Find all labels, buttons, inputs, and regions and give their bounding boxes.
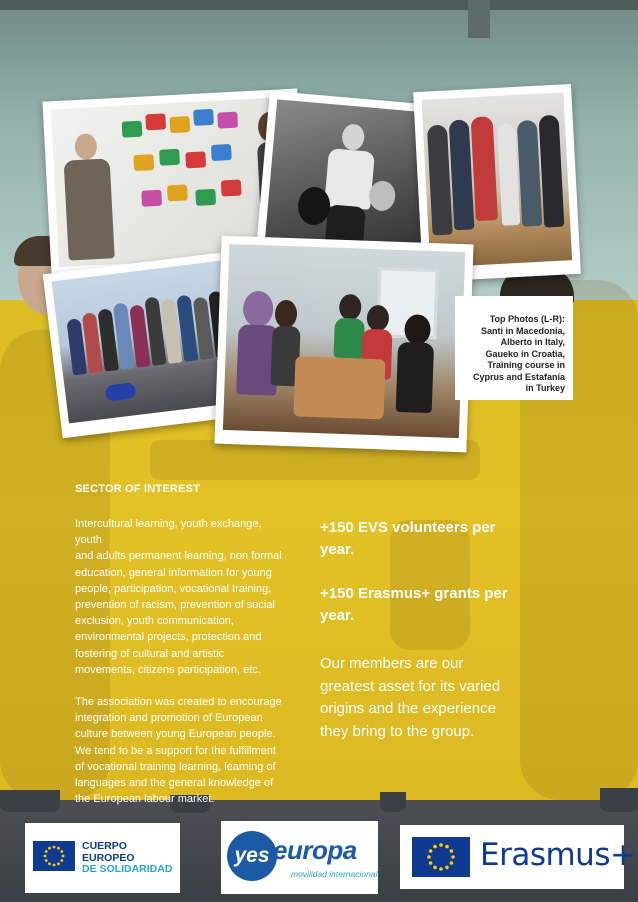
text-line: exclusion, youth communication, [75,615,234,628]
yes-logo-tagline: movilidad internacional [291,869,378,879]
caption-line: Cyprus and Estafanía [472,371,565,382]
text-line: the European labour market. [75,793,215,806]
text-line: greatest asset for its varied [320,677,501,695]
erasmus-plus-logo [400,825,636,889]
yes-europa-logo [221,821,378,894]
text-line: prevention of racism, prevention of social [75,599,275,612]
sector-description [75,516,297,807]
text-line: +150 Erasmus+ grants per [320,585,508,602]
text-line: culture between young European people. [75,728,276,741]
cuerpo-europeo-logo [25,823,180,893]
text-line: DE SOLIDARIDAD [82,863,173,875]
caption-line: Alberto in Italy, [500,337,565,348]
stats-column [320,517,520,743]
yes-logo-word: europa [273,835,357,865]
sector-paragraph-2 [75,694,297,807]
text-line: year. [320,607,355,624]
photo-estafania-turkey [214,236,473,453]
text-line: year. [320,541,355,558]
text-line: they bring to the group. [320,722,475,740]
caption-line: Top Photos (L-R): [489,314,565,324]
text-line: environmental projects, protection and [75,631,262,644]
text-line: youth [75,534,102,547]
text-line: EUROPEO [82,851,135,864]
sector-title: SECTOR OF INTEREST [75,483,201,495]
text-line: of vocational training learning, learning of [75,760,276,773]
caption-line: Santi in Macedonia, [480,325,565,336]
text-line: +150 EVS volunteers per [320,519,496,536]
text-line: languages and the general knowledge of [75,777,274,790]
eu-flag-icon [412,837,470,877]
cuerpo-logo-text [82,841,172,876]
text-line: We tend to be a support for the fulfillment [75,744,276,757]
text-line: movements, citizens participation, etc. [75,663,261,676]
eu-flag-icon [33,841,75,871]
caption-line: in Turkey [525,383,565,394]
text-line: Our members are our [320,655,464,672]
text-line: education, general information for young [75,566,272,579]
text-line: fostering of cultural and artistic [75,647,225,660]
text-line: Intercultural learning, youth exchange, [75,518,262,530]
erasmus-logo-word: Erasmus+ [480,837,636,873]
caption-line: Gaueko in Croatia, [485,348,565,359]
text-line: integration and promotion of European [75,712,263,725]
text-line: The association was created to encourage [75,696,282,709]
photo-caption [455,296,573,400]
text-line: origins and the experience [320,700,496,717]
members-statement [320,653,520,743]
sector-paragraph-1 [75,516,297,678]
text-line: CUERPO [82,840,127,852]
text-line: and adults permanent learning, non formal [75,550,282,563]
text-line: people, participation, vocational training, [75,582,272,595]
caption-line: Training course in [487,360,565,371]
erasmus-grants-stat [320,583,520,627]
evs-volunteers-stat [320,517,520,561]
yes-badge: yes [227,831,277,881]
